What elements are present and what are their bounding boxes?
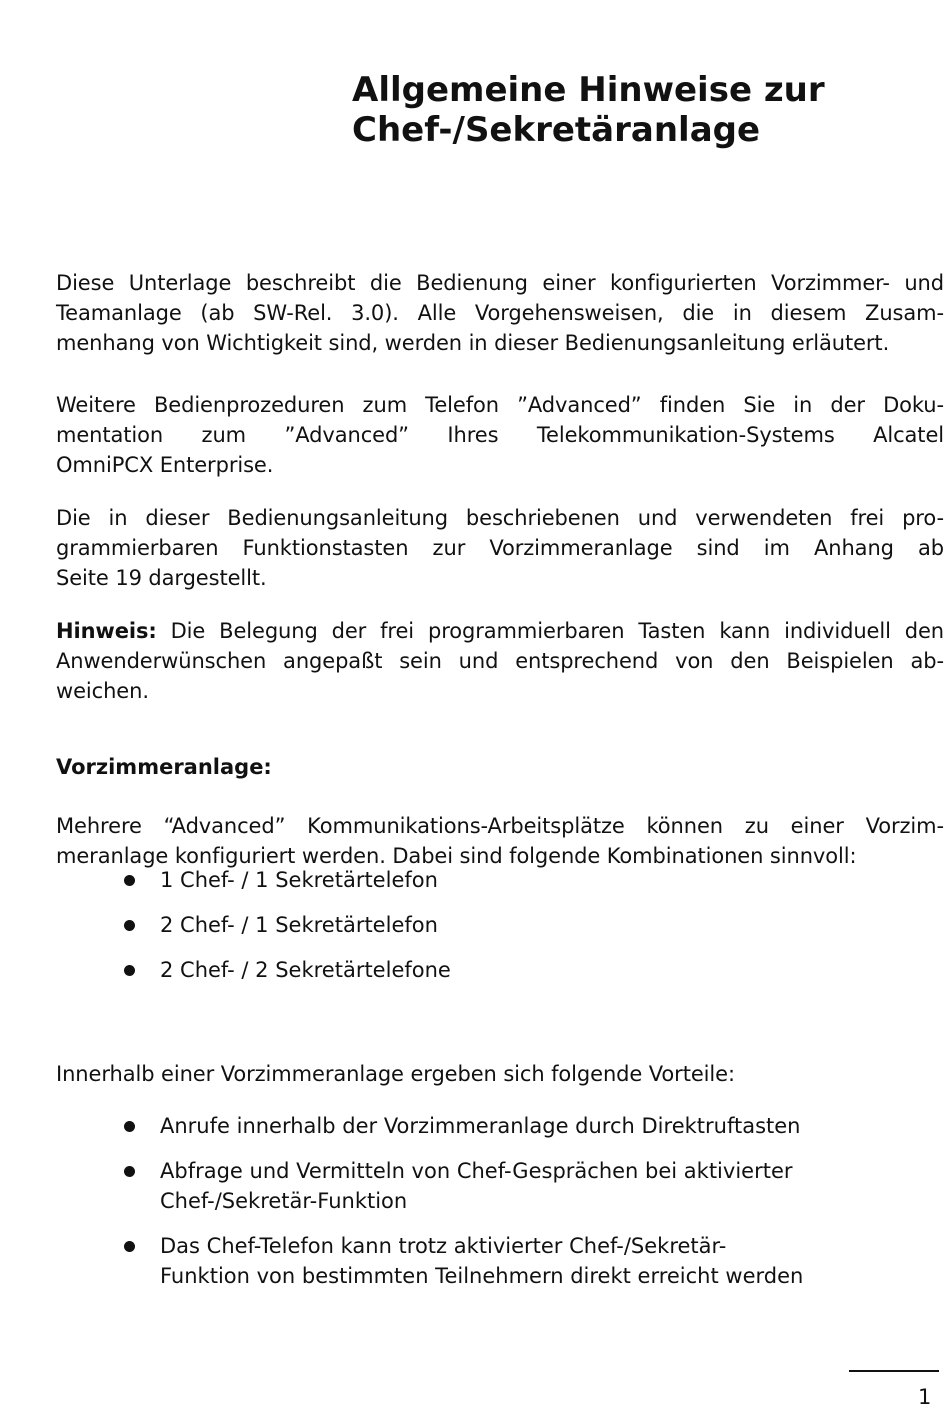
intro-line-2: Teamanlage (ab SW-Rel. 3.0). Alle Vorgehensweisen, die in diesem Zusam- bbox=[56, 301, 944, 325]
note-line-1-text: Die Belegung der frei programmierbaren Tasten kann individuell den bbox=[156, 619, 944, 643]
advantage-text: Anrufe innerhalb der Vorzimmeranlage durch Direktruftasten bbox=[160, 1114, 801, 1138]
advantages-intro bbox=[56, 1059, 944, 1089]
keys-line-1: Die in dieser Bedienungsanleitung beschriebenen und verwendeten frei pro- bbox=[56, 506, 944, 530]
keys-line-3: Seite 19 dargestellt. bbox=[56, 566, 267, 590]
list-item bbox=[0, 955, 451, 985]
bullet-icon bbox=[124, 1166, 135, 1177]
combination-text: 1 Chef- / 1 Sekretärtelefon bbox=[160, 868, 438, 892]
note-line-1 bbox=[56, 616, 944, 646]
keys-line-2: grammierbaren Funktionstasten zur Vorzimmeranlage sind im Anhang ab bbox=[56, 536, 944, 560]
intro-line-3: menhang von Wichtigkeit sind, werden in dieser Bedienungsanleitung erläutert. bbox=[56, 331, 890, 355]
page-number: 1 bbox=[918, 1385, 932, 1409]
section-intro-line-1: Mehrere “Advanced” Kommunikations-Arbeitsplätze können zu einer Vorzim- bbox=[56, 814, 944, 838]
combination-text: 2 Chef- / 1 Sekretärtelefon bbox=[160, 913, 438, 937]
note-paragraph bbox=[56, 616, 944, 706]
list-item bbox=[0, 865, 451, 895]
intro-line-1: Diese Unterlage beschreibt die Bedienung einer konfigurierten Vorzimmer- und bbox=[56, 271, 944, 295]
section-heading: Vorzimmeranlage: bbox=[56, 755, 272, 779]
page-title-line-2: Chef-/Sekretäranlage bbox=[352, 110, 761, 150]
advantage-text-line-2: Chef-/Sekretär-Funktion bbox=[160, 1189, 408, 1213]
footer-rule bbox=[849, 1370, 939, 1372]
section-intro-line-2: meranlage konfiguriert werden. Dabei sind folgende Kombinationen sinnvoll: bbox=[56, 844, 857, 868]
advantages-intro-text: Innerhalb einer Vorzimmeranlage ergeben sich folgende Vorteile: bbox=[56, 1062, 735, 1086]
advantage-text-line-1: Das Chef-Telefon kann trotz aktivierter Chef-/Sekretär- bbox=[160, 1234, 727, 1258]
combinations-list bbox=[0, 865, 451, 985]
list-item bbox=[0, 1111, 803, 1141]
further-line-3: OmniPCX Enterprise. bbox=[56, 453, 274, 477]
note-line-3: weichen. bbox=[56, 679, 149, 703]
further-line-2: mentation zum ”Advanced” Ihres Telekommunikation-Systems Alcatel bbox=[56, 423, 944, 447]
note-label: Hinweis: bbox=[56, 619, 157, 643]
combination-text: 2 Chef- / 2 Sekretärtelefone bbox=[160, 958, 451, 982]
page-title bbox=[352, 70, 825, 150]
bullet-icon bbox=[124, 875, 135, 886]
bullet-icon bbox=[124, 1121, 135, 1132]
note-line-2: Anwenderwünschen angepaßt sein und entsprechend von den Beispielen ab- bbox=[56, 649, 944, 673]
function-keys-paragraph bbox=[56, 503, 944, 593]
advantage-text-line-2: Funktion von bestimmten Teilnehmern direkt erreicht werden bbox=[160, 1264, 804, 1288]
advantages-list bbox=[0, 1111, 803, 1291]
further-procedures-paragraph bbox=[56, 390, 944, 480]
bullet-icon bbox=[124, 965, 135, 976]
list-item bbox=[0, 1231, 803, 1291]
page-title-line-1: Allgemeine Hinweise zur bbox=[352, 70, 825, 110]
bullet-icon bbox=[124, 1241, 135, 1252]
list-item bbox=[0, 910, 451, 940]
advantage-text-line-1: Abfrage und Vermitteln von Chef-Gesprächen bei aktivierter bbox=[160, 1159, 793, 1183]
list-item bbox=[0, 1156, 803, 1216]
intro-paragraph bbox=[56, 268, 944, 358]
section-intro-paragraph bbox=[56, 811, 944, 871]
further-line-1: Weitere Bedienprozeduren zum Telefon ”Advanced” finden Sie in der Doku- bbox=[56, 393, 944, 417]
bullet-icon bbox=[124, 920, 135, 931]
